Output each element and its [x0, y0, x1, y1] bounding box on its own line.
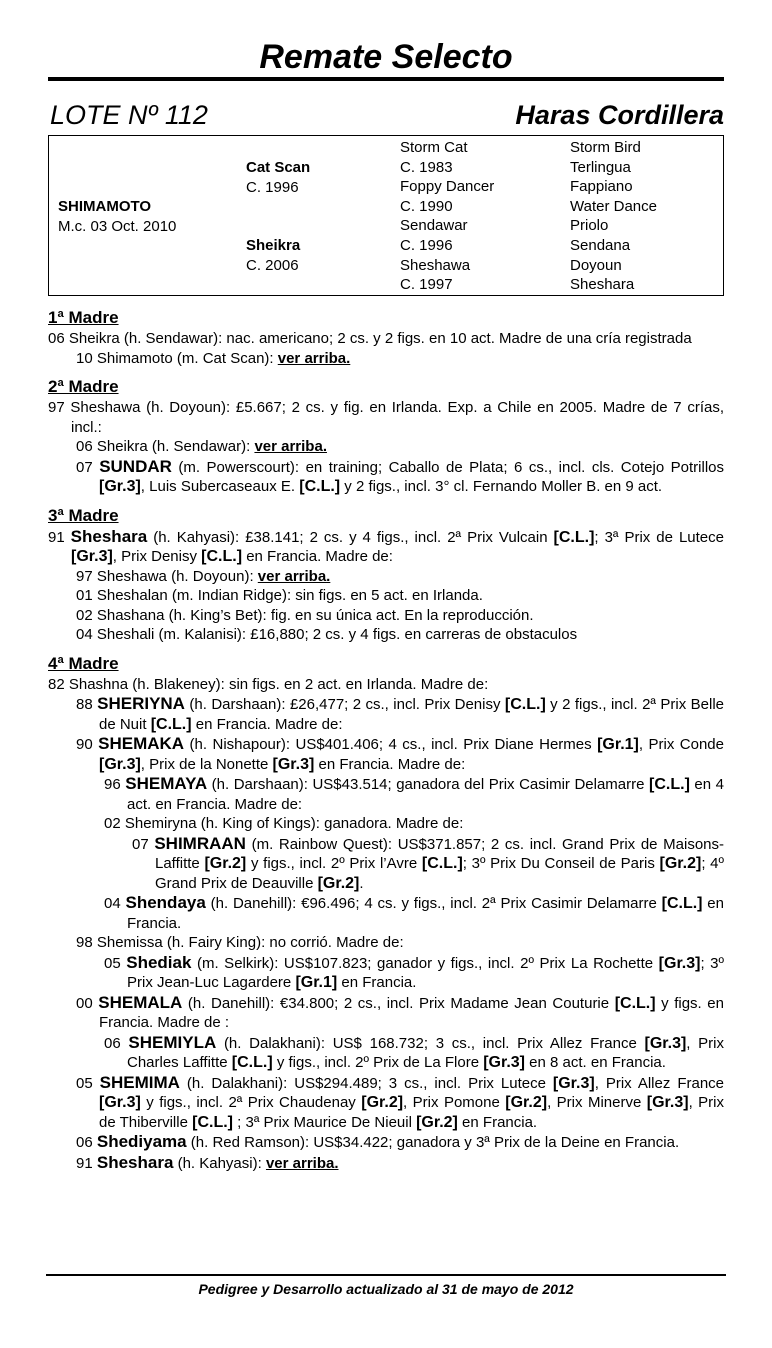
entry-text: ; 4º Grand Prix de Deauville	[155, 855, 724, 892]
gen2-name: Sheshawa	[400, 256, 471, 274]
entry-text: 97 Sheshawa (h. Doyoun): £5.667; 2 cs. y fig. en Irlanda. Exp. a Chile en 2005. Madre de 7 crías, incl.:	[48, 399, 724, 436]
entry-item	[48, 457, 724, 497]
entry-text: (h. Danehill): €96.496; 4 cs. y figs., incl. 2ª Prix Casimir Delamarre	[205, 895, 662, 912]
entry-text: y 2 figs., incl. 3° cl. Fernando Moller B. en 9 act.	[340, 478, 663, 495]
gen3-name: Terlingua	[570, 158, 631, 176]
entry-item	[48, 834, 724, 894]
race-grade: [C.L.]	[614, 994, 656, 1012]
race-grade: [Gr.2]	[505, 1094, 548, 1111]
horse-info: M.c. 03 Oct. 2010	[58, 217, 177, 235]
horse-name: SHEMAYA	[125, 774, 208, 793]
pedigree-gen3	[570, 138, 657, 295]
race-grade: [Gr.2]	[361, 1094, 404, 1111]
entry-text: en 4 act. en Francia. Madre de:	[127, 776, 724, 813]
horse-name: SUNDAR	[99, 456, 172, 476]
entry-text: , Prix de la Nonette	[140, 755, 273, 773]
gen3-name: Water Dance	[570, 197, 657, 215]
bold-text: en training	[305, 458, 378, 476]
lot-number: LOTE Nº 112	[50, 100, 208, 130]
entry-text: 07	[76, 458, 100, 476]
entry-text: 88	[76, 696, 98, 713]
entry-item	[48, 893, 724, 933]
entry-text: 06	[76, 1134, 97, 1151]
race-grade: [C.L.]	[150, 715, 192, 733]
race-grade: [C.L.]	[192, 1113, 233, 1131]
entry-text: , Prix Denisy	[112, 548, 202, 565]
entry-item	[48, 675, 724, 695]
entry-text: (h. Kahyasi):	[173, 1154, 266, 1172]
pedigree-sire	[246, 158, 310, 197]
race-grade: [Gr.3]	[658, 954, 701, 972]
entry-text: 90	[76, 736, 99, 753]
race-grade: [Gr.3]	[272, 755, 315, 773]
entry-text: 82 Shashna (h. Blakeney): sin figs. en 2 act. en Irlanda. Madre de:	[48, 675, 489, 693]
family-content	[48, 305, 724, 1179]
race-grade: [C.L.]	[201, 548, 243, 565]
entry-text: 01 Sheshalan (m. Indian Ridge): sin figs. en 5 act. en Irlanda.	[76, 587, 483, 604]
section-4	[48, 651, 724, 1174]
race-grade: [Gr.3]	[646, 1094, 689, 1111]
entry-text: 07	[132, 835, 155, 853]
entry-text: 04	[104, 895, 126, 912]
gen2-year: C. 1996	[400, 236, 453, 254]
race-grade: [C.L.]	[504, 696, 546, 713]
entry-item	[48, 527, 724, 567]
page-title: Remate Selecto	[259, 38, 513, 76]
section-3	[48, 503, 724, 645]
section-2	[48, 374, 724, 497]
entry-item	[48, 1033, 724, 1073]
entry-text: y figs., incl. 2º Prix de La Flore	[272, 1054, 484, 1071]
section-heading: 3ª Madre	[48, 505, 119, 525]
race-grade: [Gr.3]	[71, 548, 113, 565]
gen2-year: C. 1990	[400, 197, 453, 215]
race-grade: [C.L.]	[661, 895, 703, 912]
entry-text: (m. Powerscourt):	[171, 458, 306, 476]
pedigree-horse	[58, 197, 176, 236]
race-grade: [C.L.]	[649, 776, 690, 793]
race-grade: [Gr.3]	[483, 1054, 526, 1071]
gen3-name: Sheshara	[570, 276, 635, 294]
entry-text: , Prix Allez France	[594, 1074, 724, 1092]
gen3-name: Fappiano	[570, 178, 633, 196]
entry-item	[48, 398, 724, 437]
entry-text: ; 3ª Prix Maurice De Nieuil	[232, 1113, 417, 1131]
gen2-year: C. 1983	[400, 158, 453, 176]
stud-name: Haras Cordillera	[515, 100, 724, 130]
entry-text: 06 Sheikra (h. Sendawar):	[76, 438, 255, 455]
entry-item	[48, 1132, 724, 1153]
race-grade: [Gr.3]	[99, 755, 141, 773]
pedigree-dam	[246, 236, 300, 275]
pedigree-table	[48, 135, 724, 296]
entry-text: (m. Rainbow Quest): US$371.857; 2 cs. incl. Grand Prix de Maisons-Laffitte	[155, 835, 724, 872]
entry-text: y figs., incl. 2º Prix l’Avre	[246, 855, 422, 872]
race-grade: [Gr.2]	[204, 855, 247, 872]
entry-item	[48, 734, 724, 774]
entry-text: 91	[76, 1154, 97, 1172]
entry-text: 96	[104, 776, 126, 793]
entry-text: (h. Danehill): €34.800; 2 cs., incl. Prix Madame Jean Couturie	[182, 994, 615, 1012]
entry-text: ; 3º Prix Du Conseil de Paris	[462, 855, 660, 872]
gen3-name: Sendana	[570, 236, 631, 254]
gen3-name: Doyoun	[570, 256, 622, 274]
entry-item	[48, 993, 724, 1033]
entry-text: (h. Red Ramson): US$34.422; ganadora y 3ª Prix de la Deine en Francia.	[186, 1134, 680, 1151]
race-grade: [Gr.3]	[99, 1094, 141, 1111]
bottom-rule	[46, 1274, 726, 1276]
entry-text: y 2 figs., incl. 2ª Prix Belle de Nuit	[99, 696, 724, 733]
entry-item	[48, 953, 724, 993]
entry-text: en Francia.	[337, 974, 417, 991]
entry-text: , Prix de Thiberville	[99, 1094, 725, 1131]
see-above-link: ver arriba.	[257, 567, 331, 585]
entry-text: ;	[377, 458, 389, 476]
entry-text: (m. Selkirk): US$107.823; ganador y figs., incl. 2º Prix La Rochette	[191, 954, 659, 972]
race-grade: [C.L.]	[299, 478, 341, 495]
dam-name: Sheikra	[246, 237, 301, 254]
horse-name: SHEMALA	[98, 992, 183, 1012]
entry-item	[48, 349, 724, 369]
entry-text: .	[359, 874, 364, 892]
horse-name: Shendaya	[125, 893, 206, 912]
race-grade: [Gr.3]	[644, 1034, 687, 1052]
horse-name: Shediyama	[96, 1132, 187, 1151]
footer-note: Pedigree y Desarrollo actualizado al 31 de mayo de 2012	[198, 1281, 574, 1297]
entry-text: y figs., incl. 2ª Prix Chaudenay	[140, 1094, 362, 1111]
entry-text: 98 Shemissa (h. Fairy King): no corrió. Madre de:	[76, 934, 404, 951]
sire-year: C. 1996	[246, 178, 299, 196]
entry-text: en Francia.	[127, 895, 724, 932]
horse-name: SHEMIYLA	[128, 1032, 217, 1052]
entry-item	[48, 933, 724, 953]
sire-name: Cat Scan	[246, 159, 311, 176]
horse-name: Shediak	[126, 952, 192, 972]
entry-text: , Prix Conde	[638, 736, 724, 753]
horse-name: SHERIYNA	[97, 694, 185, 713]
entry-text: (h. Dalakhani): US$ 168.732; 3 cs., incl. Prix Allez France	[216, 1034, 645, 1052]
entry-item	[48, 329, 724, 349]
entry-text: , Luis Subercaseaux E.	[140, 478, 300, 495]
entry-text: ; 6 cs., incl. cls. Cotejo Potrillos	[503, 458, 725, 476]
entry-text: 05	[104, 954, 127, 972]
gen2-year: C. 1997	[400, 276, 453, 294]
entry-text: 02 Shashana (h. King’s Bet): fig. en su única act. En la reproducción.	[76, 606, 534, 624]
race-grade: [Gr.1]	[295, 974, 338, 991]
entry-item	[48, 625, 724, 645]
race-grade: [Gr.2]	[416, 1113, 458, 1131]
horse-name: SHIMRAAN	[154, 833, 246, 853]
gen2-name: Sendawar	[400, 217, 468, 235]
race-grade: [Gr.1]	[597, 736, 639, 753]
bold-text: Caballo de Plata	[388, 458, 504, 476]
entry-text: en Francia. Madre de:	[191, 715, 343, 733]
race-grade: [Gr.2]	[317, 874, 360, 892]
see-above-link: ver arriba.	[277, 349, 351, 367]
pedigree-gen2	[400, 138, 494, 295]
entry-item	[48, 586, 724, 606]
entry-item	[48, 774, 724, 814]
section-heading: 4ª Madre	[48, 653, 119, 673]
entry-text: , Prix Charles Laffitte	[127, 1034, 725, 1071]
see-above-link: ver arriba.	[254, 438, 327, 455]
section-heading: 1ª Madre	[48, 308, 119, 327]
race-grade: [C.L.]	[231, 1054, 273, 1071]
top-rule	[48, 77, 724, 81]
horse-name: Sheshara	[96, 1152, 174, 1172]
horse-name: SHEMAKA	[98, 734, 185, 753]
race-grade: [Gr.2]	[659, 855, 702, 872]
gen3-name: Storm Bird	[570, 139, 641, 156]
entry-text: en Francia.	[457, 1113, 538, 1131]
entry-text: 10 Shimamoto (m. Cat Scan):	[76, 349, 278, 367]
entry-text: en Francia. Madre de:	[314, 755, 466, 773]
entry-text: en 8 act. en Francia.	[525, 1054, 666, 1071]
entry-item	[48, 606, 724, 626]
entry-text: , Prix Pomone	[403, 1094, 506, 1111]
entry-text: (h. Dalakhani): US$294.489; 3 cs., incl. Prix Lutece	[179, 1074, 553, 1092]
horse-name: Sheshara	[70, 526, 148, 546]
race-grade: [C.L.]	[421, 855, 463, 872]
entry-text: 91	[48, 528, 71, 546]
entry-text: (h. Nishapour): US$401.406; 4 cs., incl. Prix Diane Hermes	[184, 736, 598, 753]
race-grade: [Gr.3]	[552, 1074, 595, 1092]
entry-item	[48, 437, 724, 457]
entry-text: (h. Darshaan): £26,477; 2 cs., incl. Prix Denisy	[184, 696, 505, 713]
gen2-name: Foppy Dancer	[400, 178, 495, 196]
entry-item	[48, 1153, 724, 1174]
entry-item	[48, 814, 724, 834]
entry-item	[48, 694, 724, 734]
entry-text: en Francia. Madre de:	[242, 548, 393, 565]
entry-text: 02 Shemiryna (h. King of Kings): ganadora. Madre de:	[104, 815, 464, 832]
entry-text: (h. Kahyasi): £38.141; 2 cs. y 4 figs., incl. 2ª Prix Vulcain	[147, 528, 554, 546]
horse-name: SHIMAMOTO	[58, 198, 152, 215]
section-heading: 2ª Madre	[48, 377, 119, 396]
see-above-link: ver arriba.	[265, 1154, 339, 1172]
entry-text: ; 3º Prix Jean-Luc Lagardere	[127, 954, 725, 991]
horse-name: SHEMIMA	[99, 1072, 180, 1092]
section-1	[48, 305, 724, 368]
entry-item	[48, 567, 724, 587]
dam-year: C. 2006	[246, 256, 299, 274]
race-grade: [C.L.]	[553, 528, 595, 546]
race-grade: [Gr.3]	[99, 478, 141, 495]
entry-text: , Prix Minerve	[547, 1094, 647, 1111]
entry-text: (h. Darshaan): US$43.514; ganadora del Prix Casimir Delamarre	[207, 776, 650, 793]
entry-text: 06 Sheikra (h. Sendawar): nac. americano; 2 cs. y 2 figs. en 10 act. Madre de una cría registrada	[48, 330, 692, 347]
entry-text: 06	[104, 1034, 129, 1052]
gen2-name: Storm Cat	[400, 139, 468, 156]
entry-text: 04 Sheshali (m. Kalanisi): £16,880; 2 cs. y 4 figs. en carreras de obstaculos	[76, 626, 578, 643]
entry-text: 97 Sheshawa (h. Doyoun):	[76, 567, 258, 585]
entry-text: 00	[76, 994, 99, 1012]
entry-text: y figs. en Francia. Madre de :	[99, 994, 724, 1031]
entry-text: ; 3ª Prix de Lutece	[594, 528, 724, 546]
entry-item	[48, 1073, 724, 1133]
gen3-name: Priolo	[570, 217, 609, 235]
entry-text: 05	[76, 1074, 100, 1092]
